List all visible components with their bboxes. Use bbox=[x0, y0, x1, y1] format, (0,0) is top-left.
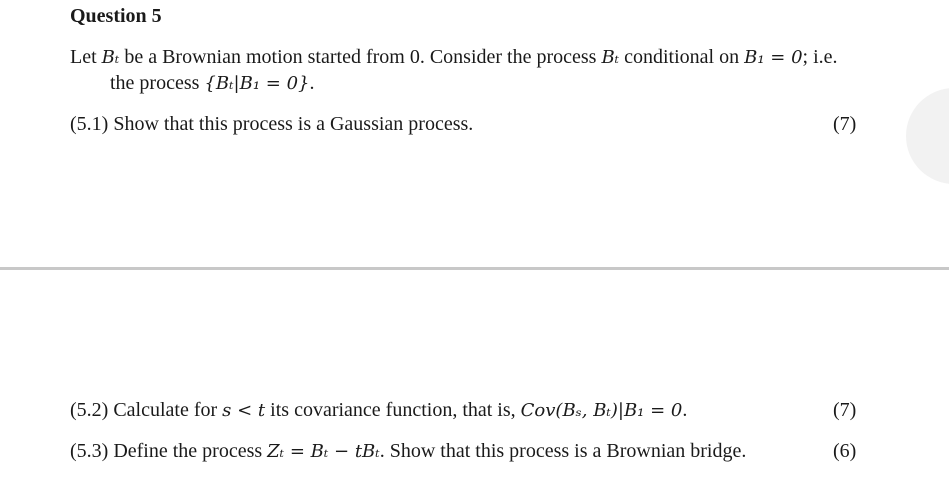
part-number: (5.2) bbox=[70, 399, 109, 421]
math-expression: {Bₜ|B₁ = 0} bbox=[204, 73, 310, 94]
part-text: . Show that this process is a Brownian bridge. bbox=[379, 440, 747, 462]
page-divider bbox=[0, 267, 949, 270]
part-number: (5.3) bbox=[70, 440, 109, 462]
question-title: Question 5 bbox=[70, 5, 162, 27]
part-5-2-marks: (7) bbox=[833, 399, 857, 421]
intro-text: be a Brownian motion started from 0. Consider the process bbox=[119, 46, 602, 68]
math-expression: Cov(Bₛ, Bₜ)|B₁ = 0 bbox=[520, 400, 683, 421]
part-5-2 bbox=[70, 398, 687, 423]
part-text: its covariance function, that is, bbox=[265, 399, 521, 421]
intro-line-2 bbox=[110, 71, 314, 96]
part-5-1 bbox=[70, 112, 473, 136]
part-5-1-marks: (7) bbox=[833, 113, 857, 135]
intro-line-1 bbox=[70, 45, 838, 70]
side-circle-decoration bbox=[906, 88, 949, 184]
part-text: Define the process bbox=[108, 440, 268, 462]
part-number: (5.1) bbox=[70, 113, 109, 135]
part-5-3 bbox=[70, 439, 746, 464]
part-5-3-marks: (6) bbox=[833, 440, 857, 462]
intro-text: ; i.e. bbox=[802, 46, 838, 68]
math-expression: B₁ = 0 bbox=[744, 47, 803, 68]
math-expression: Bₜ bbox=[101, 47, 120, 68]
math-expression: Zₜ = Bₜ − tBₜ bbox=[267, 441, 380, 462]
math-expression: Bₜ bbox=[601, 47, 620, 68]
part-text: Show that this process is a Gaussian process. bbox=[108, 113, 474, 135]
math-expression: s < t bbox=[222, 400, 266, 421]
intro-text: conditional on bbox=[619, 46, 745, 68]
intro-text: . bbox=[309, 72, 315, 94]
part-text: . bbox=[682, 399, 688, 421]
intro-text: the process bbox=[110, 72, 205, 94]
intro-text: Let bbox=[70, 46, 102, 68]
part-text: Calculate for bbox=[108, 399, 223, 421]
